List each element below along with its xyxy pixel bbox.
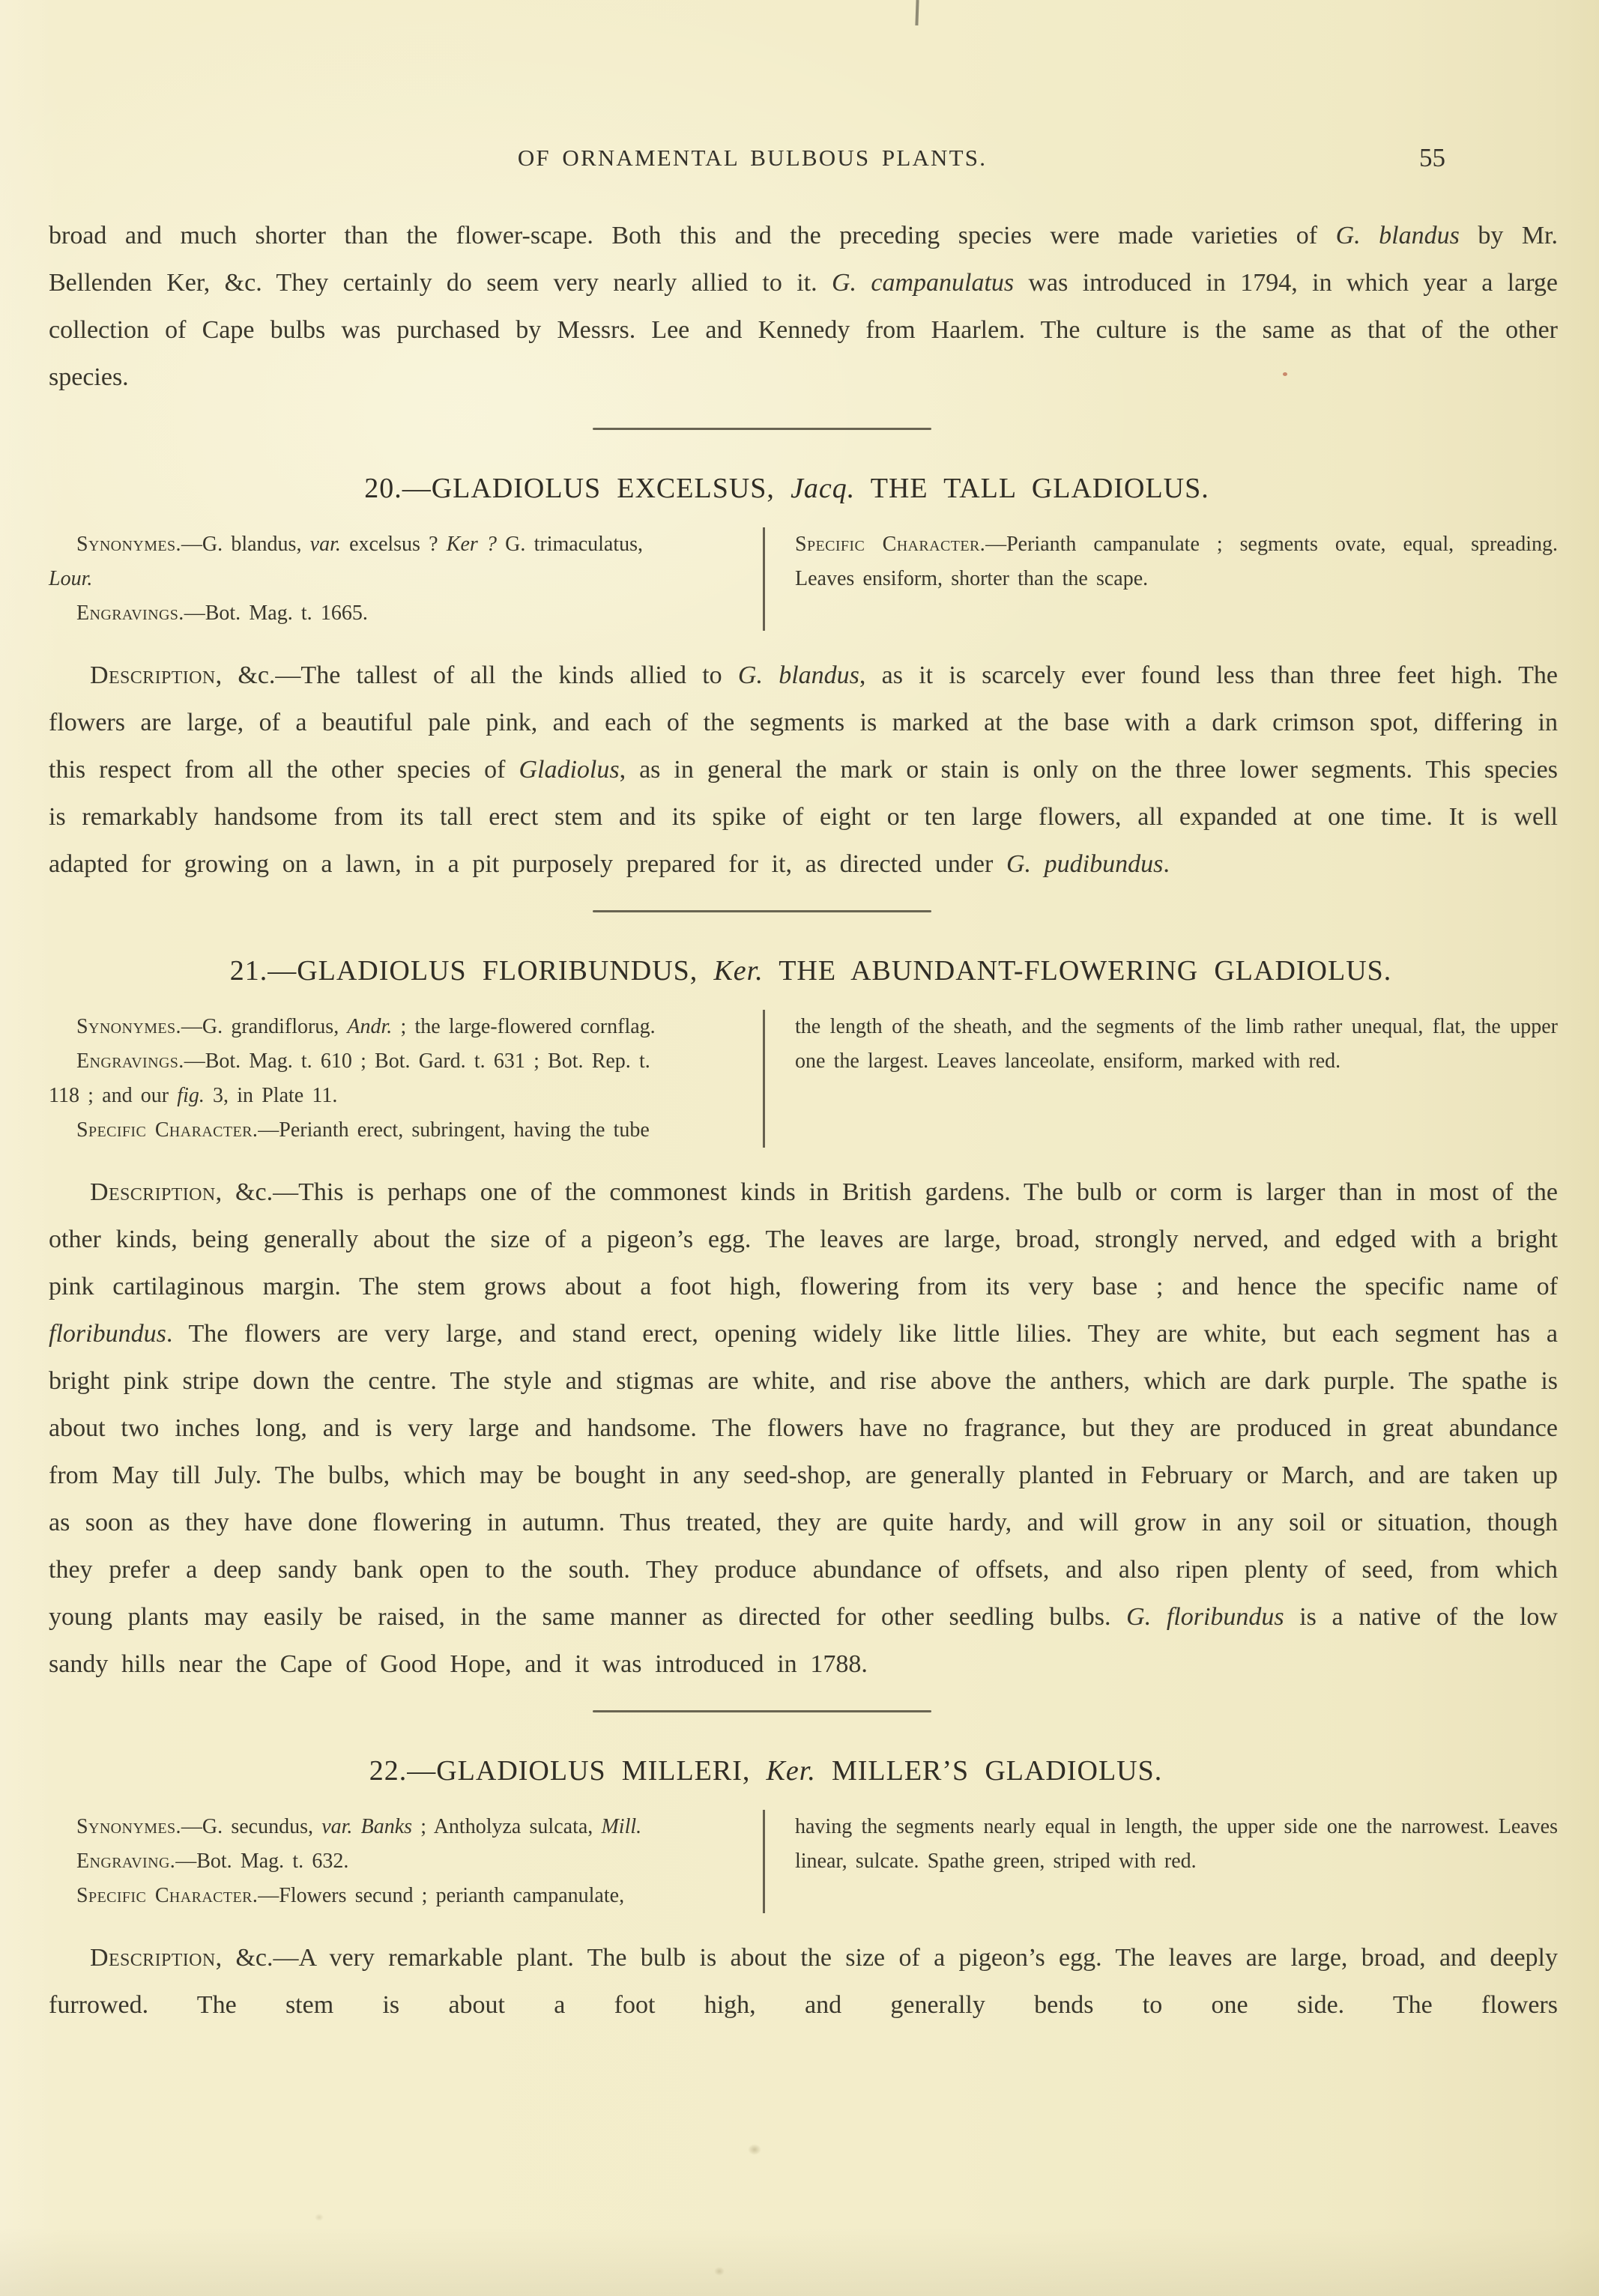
page-title: OF ORNAMENTAL BULBOUS PLANTS. [517, 145, 988, 171]
column-divider [763, 1010, 765, 1148]
section-20-synopsis [49, 527, 1558, 631]
section-divider-rule [593, 910, 931, 912]
section-20-description: Description, &c.—The tallest of all the kinds allied to G. blandus, as it is scarcely ever found less than three feet high. The flowers are large, of a beautiful pale pink, and each of the segments is marked at the base with a dark crimson spot, differing in this respect from all the other species of Gladiolus, as in general the mark or stain is only on the three lower segments. This species is remarkably handsome from its tall erect stem and its spike of eight or ten large flowers, all expanded at one time. It is well adapted for growing on a lawn, in a pit purposely prepared for it, as directed under G. pudibundus. [49, 661, 1559, 878]
engravings-entry: Engravings.—Bot. Mag. t. 1665. [76, 602, 368, 625]
synopsis-left-column [49, 1810, 749, 1913]
column-divider [763, 1810, 765, 1913]
page-number: 55 [1419, 143, 1445, 172]
section-divider-rule [593, 1710, 931, 1712]
synopsis-left-column [49, 527, 749, 631]
column-divider [763, 527, 765, 631]
synopsis-right-column [765, 527, 1558, 631]
scan-artifact [714, 2267, 725, 2276]
engravings-entry: Engravings.—Bot. Mag. t. 610 ; Bot. Gard. t. 631 ; Bot. Rep. t. 118 ; and our fig. 3, in Plate 11. [49, 1049, 650, 1107]
synopsis-right-column [765, 1010, 1558, 1148]
section-21-synopsis [49, 1010, 1558, 1148]
synonymes-entry: Synonymes.—G. blandus, var. excelsus ? Ker ? G. trimaculatus, Lour. [49, 533, 644, 590]
section-21-description: Description, &c.—This is perhaps one of the commonest kinds in British gardens. The bulb or corm is larger than in most of the other kinds, being generally about the size of a pigeon’s egg. The leaves are large, broad, strongly nerved, and edged with a bright pink cartilaginous margin. The stem grows about a foot high, flowering from its very base ; and hence the specific name of floribundus. The flowers are very large, and stand erect, opening widely like little lilies. They are white, but each segment has a bright pink stripe down the centre. The style and stigmas are white, and rise above the anthers, which are dark purple. The spathe is about two inches long, and is very large and handsome. The flowers have no fragrance, but they are produced in great abundance from May till July. The bulbs, which may be bought in any seed-shop, are generally planted in February or March, and are taken up as soon as they have done flowering in autumn. Thus treated, they are quite hardy, and will grow in any soil or situation, though they prefer a deep sandy bank open to the south. They produce abundance of offsets, and also ripen plenty of seed, from which young plants may easily be raised, in the same manner as directed for other seedling bulbs. G. floribundus is a native of the low sandy hills near the Cape of Good Hope, and it was introduced in 1788. [49, 1178, 1558, 1678]
specific-character-continuation: the length of the sheath, and the segments of the limb rather unequal, flat, the upper one the largest. Leaves lanceolate, ensiform, marked with red. [795, 1015, 1558, 1073]
page-content [49, 212, 1558, 2029]
synonymes-entry: Synonymes.—G. secundus, var. Banks ; Antholyza sulcata, Mill. [76, 1815, 642, 1838]
specific-character-continuation: having the segments nearly equal in length, the upper side one the narrowest. Leaves linear, sulcate. Spathe green, striped with red. [795, 1815, 1558, 1873]
scan-artifact [748, 2144, 761, 2155]
specific-character-entry: Specific Character.—Perianth campanulate ; segments ovate, equal, spreading. Leaves ensiform, shorter than the scape. [795, 533, 1558, 590]
scan-artifact [915, 0, 919, 25]
synopsis-left-column [49, 1010, 749, 1148]
section-20-heading: 20.—GLADIOLUS EXCELSUS, Jacq. THE TALL GLADIOLUS. [364, 473, 1209, 504]
section-divider-rule [593, 428, 931, 430]
engraving-entry: Engraving.—Bot. Mag. t. 632. [76, 1850, 349, 1873]
specific-character-entry: Specific Character.—Flowers secund ; perianth campanulate, [76, 1884, 625, 1907]
synonymes-entry: Synonymes.—G. grandiflorus, Andr. ; the large-flowered cornflag. [76, 1015, 656, 1038]
section-22-description: Description, &c.—A very remarkable plant. The bulb is about the size of a pigeon’s egg. The leaves are large, broad, and deeply furrowed. The stem is about a foot high, and generally bends to one side. The flowers [49, 1944, 1558, 2019]
section-22-heading: 22.—GLADIOLUS MILLERI, Ker. MILLER’S GLADIOLUS. [369, 1755, 1163, 1787]
synopsis-right-column [765, 1810, 1558, 1913]
scan-artifact [315, 2214, 324, 2221]
section-21-heading: 21.—GLADIOLUS FLORIBUNDUS, Ker. THE ABUNDANT-FLOWERING GLADIOLUS. [229, 955, 1392, 987]
specific-character-entry: Specific Character.—Perianth erect, subringent, having the tube [76, 1118, 650, 1142]
section-22-synopsis [49, 1810, 1558, 1913]
running-header [49, 145, 1558, 178]
intro-paragraph: broad and much shorter than the flower-scape. Both this and the preceding species were made varieties of G. blandus by Mr. Bellenden Ker, &c. They certainly do seem very nearly allied to it. G. campanulatus was introduced in 1794, in which year a large collection of Cape bulbs was purchased by Messrs. Lee and Kennedy from Haarlem. The culture is the same as that of the other species. [49, 222, 1559, 391]
